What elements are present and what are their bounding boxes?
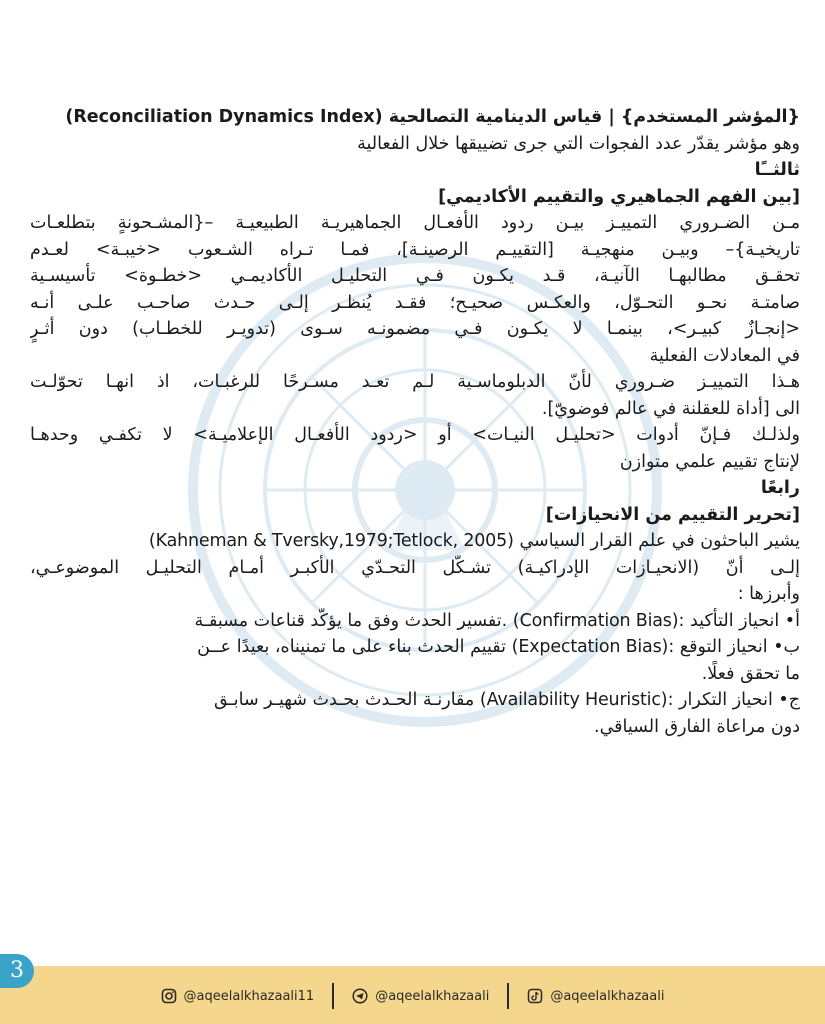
tiktok-handle: @aqeelalkhazaali — [550, 988, 665, 1004]
paragraph-line: ولذلـك فـإنّ أدوات <تحليـل النيـات> أو <ردود الأفعـال الإعلاميـة> لا تكفـي وحدهـا — [30, 425, 800, 445]
telegram-handle: @aqeelalkhazaali — [375, 988, 490, 1004]
paragraph-line: تاريخيـة}– وبيـن منهجيـة [التقييـم الرصينـة]، فمـا تـراه الشـعوب <خيبـة> لعـدم — [30, 239, 800, 260]
social-links — [0, 982, 825, 1010]
telegram-link[interactable] — [334, 988, 507, 1004]
instagram-handle: @aqeelalkhazaali11 — [183, 988, 315, 1004]
paragraph-line: وأبرزها : — [737, 584, 800, 604]
indicator-line: {المؤشر المستخدم} | قياس الدينامية التصالحية (Reconciliation Dynamics Index) — [65, 107, 800, 127]
paragraph-line: <إنجـازٌ كبيـر>، بينمـا لا يكـون فـي مضمونـه سـوى (تدويـر للخطـاب) دون أثـرٍ — [30, 319, 800, 339]
indicator-description: وهو مؤشر يقدّر عدد الفجوات التي جرى تضييقها خلال الفعالية — [357, 133, 800, 154]
paragraph-line: لإنتاج تقييم علمي متوازن — [619, 451, 800, 472]
tiktok-link[interactable] — [509, 988, 682, 1004]
paragraph-line: إلـى أنّ (الانحيـازات الإدراكيـة) تشـكّل التحـدّي الأكبـر أمـام التحليـل الموضوعـي، — [30, 557, 800, 578]
section-subtitle-fourth: [تحرير التقييم من الانحيازات] — [545, 504, 800, 525]
article-body — [30, 104, 800, 740]
paragraph-line: في المعادلات الفعلية — [649, 345, 800, 366]
paragraph-line: الى [أداة للعقلنة في عالم فوضويّ]. — [541, 398, 800, 419]
bias-item-expectation-cont: ما تحقق فعلًا. — [701, 663, 800, 684]
telegram-icon — [352, 988, 368, 1004]
page-number-badge: 3 — [0, 954, 34, 988]
bias-item-expectation: ب• انحياز التوقع :(Expectation Bias) تقييم الحدث بناء على ما تمنيناه، بعيدًا عــن — [197, 637, 800, 657]
bias-item-availability: ج• انحياز التكرار :(Availability Heuristic) مقارنـة الحـدث بحـدث شهيـر سابـق — [214, 690, 800, 710]
paragraph-line: يشير الباحثون في علم القرار السياسي (Kahneman & Tversky,1979;Tetlock, 2005) — [148, 531, 800, 551]
instagram-link[interactable] — [143, 988, 333, 1004]
paragraph-line: مـن الضـروري التمييـز بيـن ردود الأفعـال الجماهيريـة الطبيعيـة –{المشـحونةٍ بتطلعـات — [30, 213, 800, 233]
tiktok-icon — [527, 988, 543, 1004]
bias-item-availability-cont: دون مراعاة الفارق السياقي. — [594, 716, 800, 737]
section-subtitle-third: [بين الفهم الجماهيري والتقييم الأكاديمي] — [438, 186, 800, 207]
paragraph-line: تحقـق مطالبهـا الآنيـة، قـد يكـون فـي التحليـل الأكاديمـي <خطـوة> تأسيسـية — [30, 266, 800, 286]
paragraph-line: صامتـة نحـو التحـوّل، والعكـس صحيـح؛ فقـد يُنظـر إلـى حـدث صاحـب علـى أنـه — [30, 292, 800, 313]
instagram-icon — [161, 988, 177, 1004]
section-heading-fourth: رابعًا — [760, 478, 800, 498]
paragraph-line: هـذا التمييـز ضـروري لأنّ الدبلوماسـية لـم تعـد مسـرحًا للرغبـات، اذ انهـا تحوّلـت — [30, 372, 800, 392]
section-heading-third: ثالثــًا — [754, 160, 800, 180]
bias-item-confirmation: أ• انحياز التأكيد :(Confirmation Bias) .تفسير الحدث وفق ما يؤكّد قناعات مسبقـة — [194, 610, 800, 631]
